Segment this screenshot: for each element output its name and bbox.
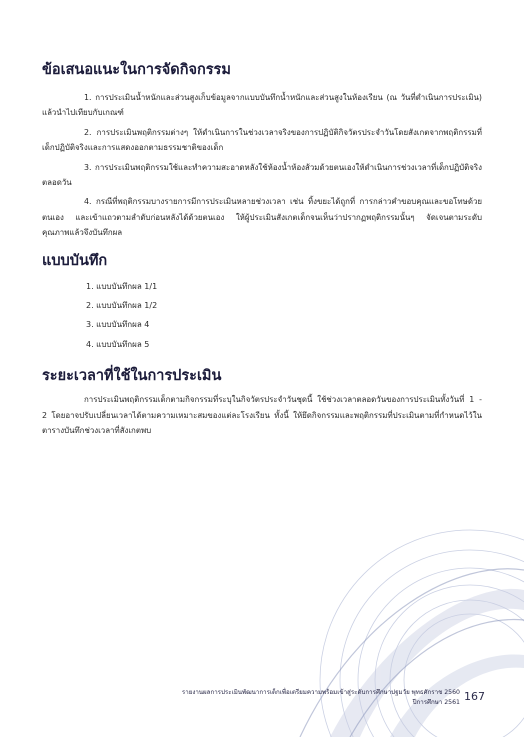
footer-report-title: รายงานผลการประเมินพัฒนาการเด็กเพื่อเตรียมความพร้อมเข้าสู่ระดับการศึกษาปฐมวัย พุทธศักราช 2560 [181, 689, 460, 696]
assessment-period-paragraph: การประเมินพฤติกรรมเด็กตามกิจกรรมที่ระบุในกิจวัตรประจำวันชุดนี้ ใช้ช่วงเวลาตลอดวันของการประเมินทั้งวันที่ 1 - 2 โดยอาจปรับเปลี่ยนเวลาได้ตามความเหมาะสมของแต่ละโรงเรียน ทั้งนี้ ให้ยึดกิจกรรมและพฤติกรรมที่ประเมินตามที่กำหนดไว้ในตารางบันทึกช่วงเวลาที่สังเกตพบ [42, 395, 482, 436]
recommendation-item: 4. กรณีที่พฤติกรรมบางรายการมีการประเมินหลายช่วงเวลา เช่น ทิ้งขยะได้ถูกที่ การกล่าวคำขอบคุณและขอโทษด้วยตนเอง และเข้าแถวตามลำดับก่อนหลังได้ด้วยตนเอง ให้ผู้ประเมินสังเกตเด็กจนเห็นว่าปรากฏพฤติกรรมนั้นๆ จัดเจนตามระดับคุณภาพแล้วจึงบันทึกผล [42, 197, 482, 238]
list-item: 3. แบบบันทึกผล 4 [86, 320, 150, 330]
page-number: 167 [464, 690, 485, 703]
list-item: 4. แบบบันทึกผล 5 [86, 339, 150, 349]
record-form-list [86, 277, 482, 355]
list-item: 1. แบบบันทึกผล 1/1 [86, 281, 158, 291]
recommendation-item: 3. การประเมินพฤติกรรมใช้และทำความสะอาดหลังใช้ห้องน้ำห้องส้วมด้วยตนเองให้ดำเนินการช่วงเวลาที่เด็กปฏิบัติจริงตลอดวัน [42, 162, 482, 188]
list-item: 2. แบบบันทึกผล 1/2 [86, 301, 158, 311]
recommendation-item: 2. การประเมินพฤติกรรมต่างๆ ให้ดำเนินการในช่วงเวลาจริงของการปฏิบัติกิจวัตรประจำวันโดยสังเกตจากพฤติกรรมที่เด็กปฏิบัติจริงและการแสดงออกตามธรรมชาติของเด็ก [42, 127, 482, 153]
main-content [42, 60, 482, 443]
section-heading-recommendations: ข้อเสนอแนะในการจัดกิจกรรม [42, 62, 231, 78]
section-heading-assessment-period: ระยะเวลาที่ใช้ในการประเมิน [42, 368, 222, 385]
page-footer [180, 688, 460, 707]
footer-academic-year: ปีการศึกษา 2561 [412, 698, 460, 706]
recommendation-item: 1. การประเมินน้ำหนักและส่วนสูงเก็บข้อมูลจากแบบบันทึกน้ำหนักและส่วนสูงในห้องเรียน (ณ วันที่ดำเนินการประเมิน) แล้วนำไปเทียบกับเกณฑ์ [42, 93, 482, 118]
section-heading-record-forms: แบบบันทึก [42, 252, 108, 269]
